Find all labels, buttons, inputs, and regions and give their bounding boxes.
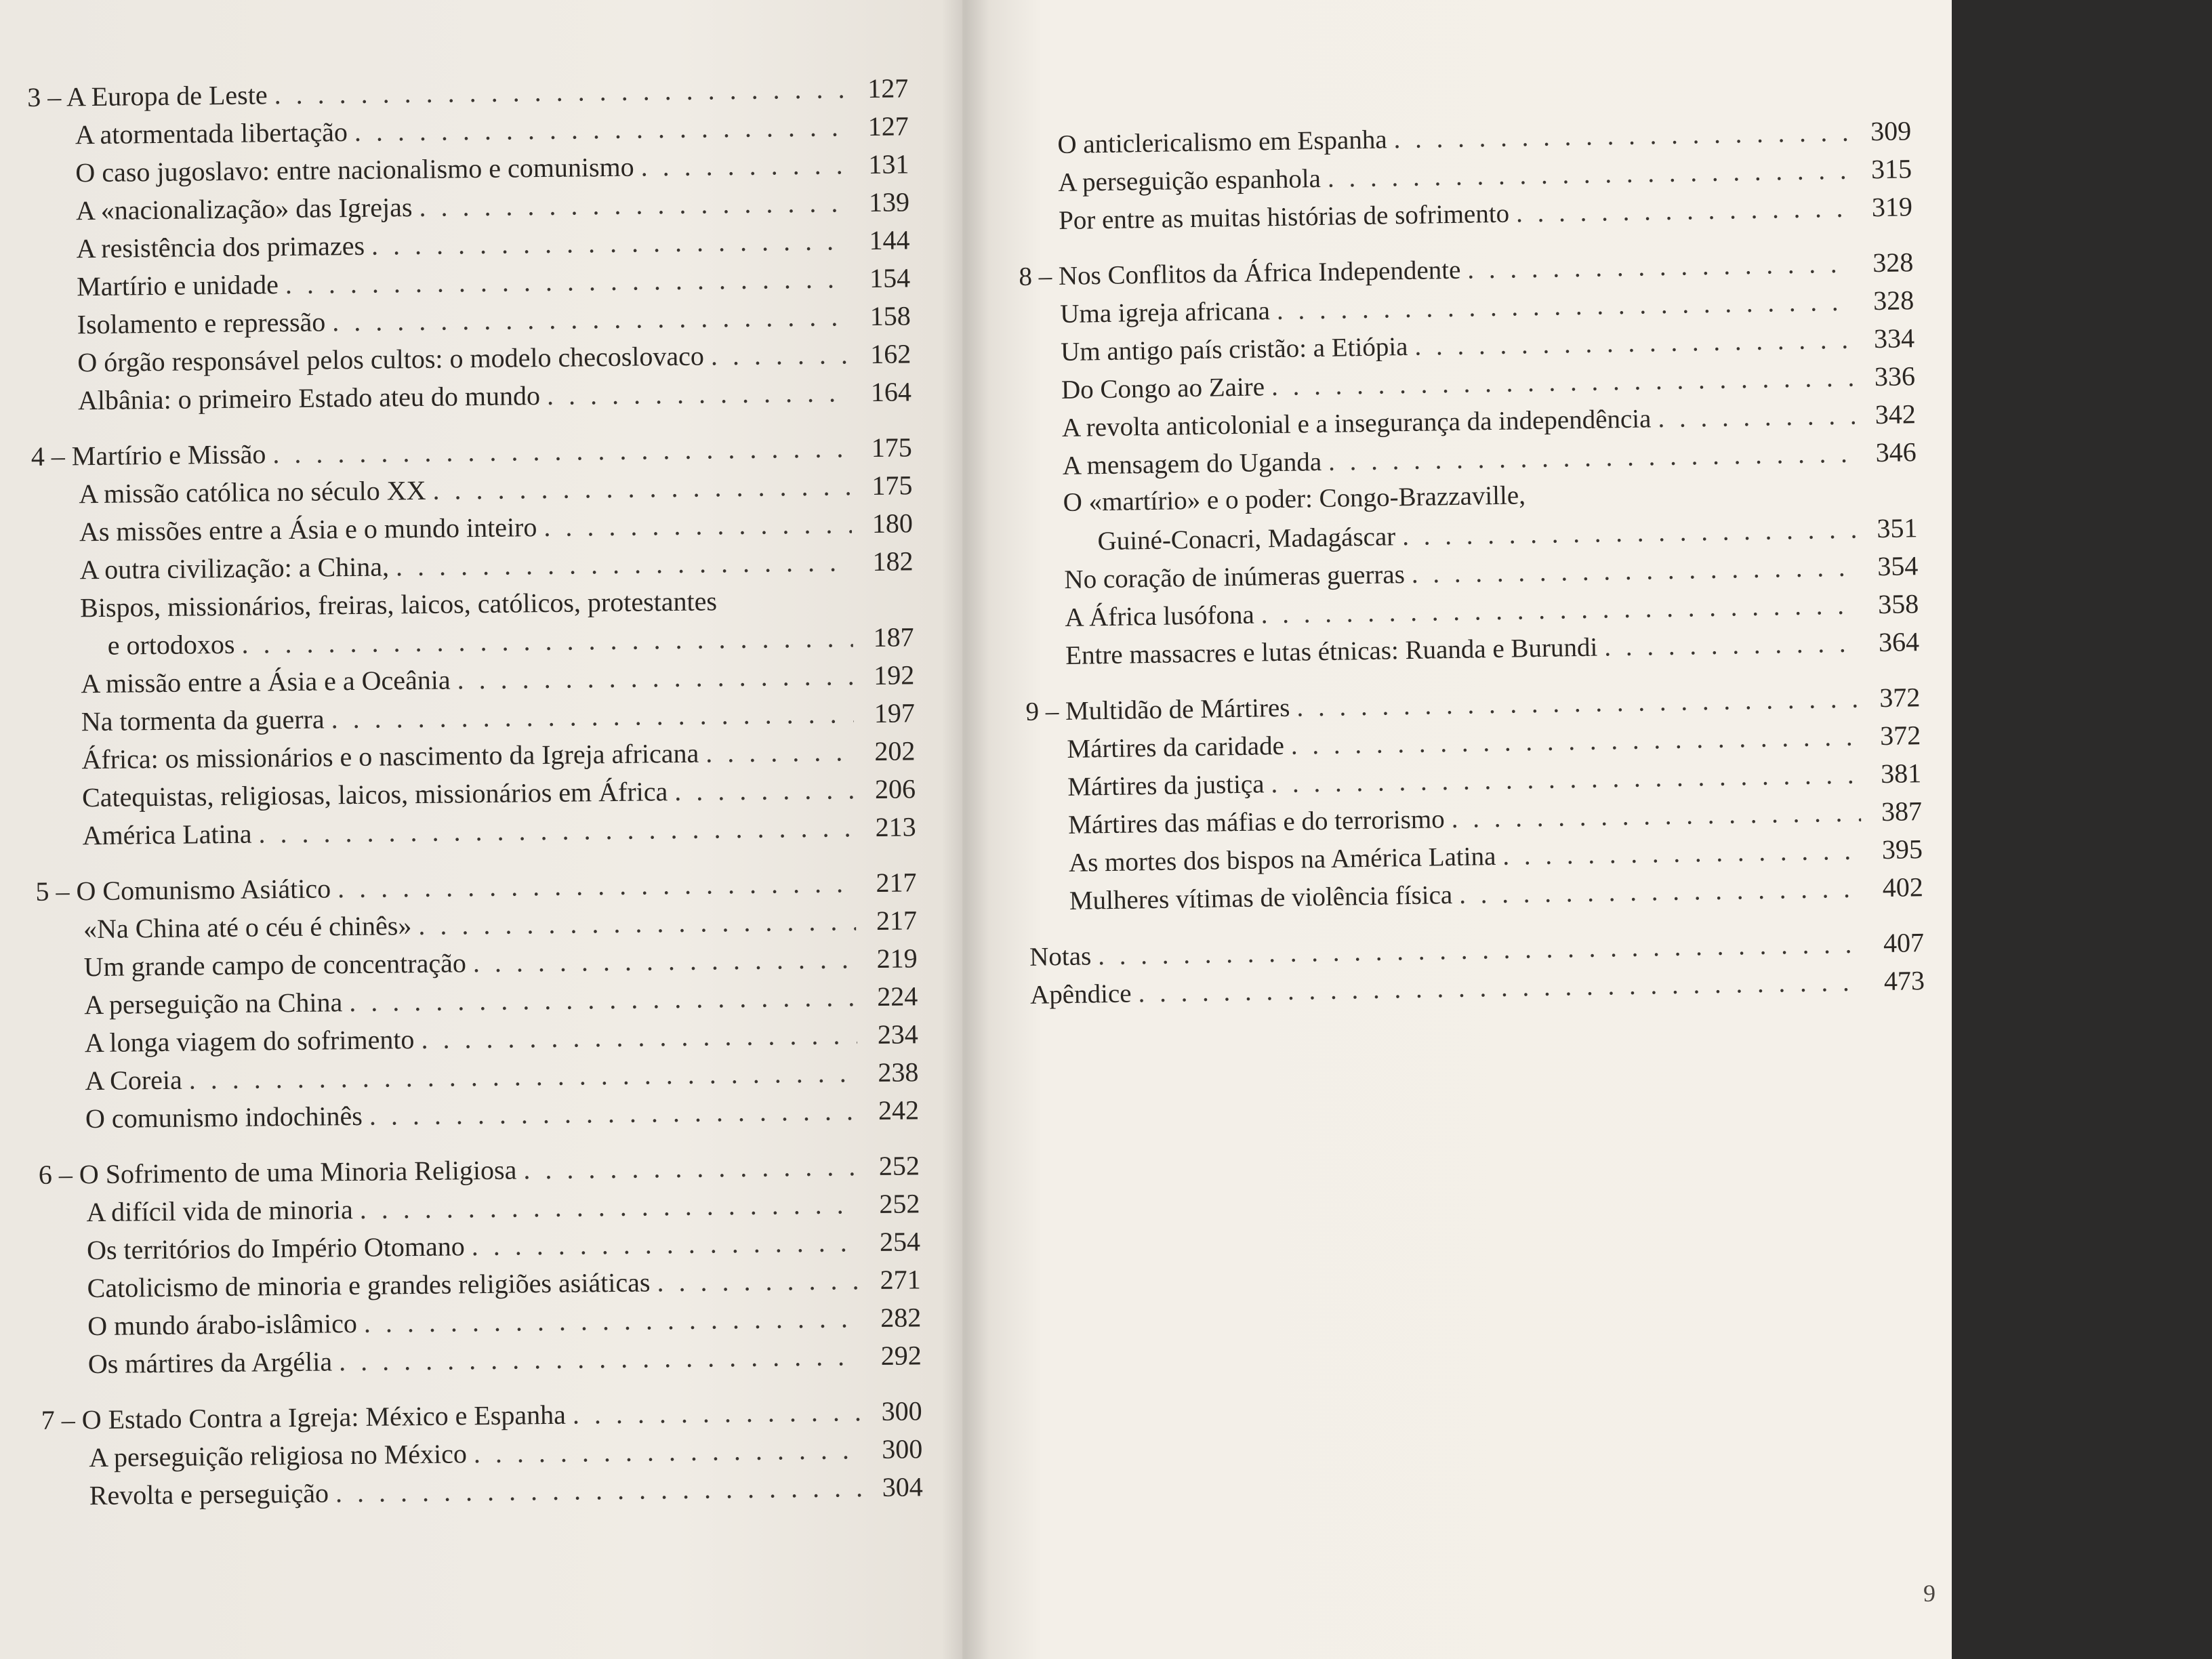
- book-spine-shadow: [942, 0, 989, 1659]
- toc-section-6: [39, 1149, 922, 1387]
- toc-section-9: [1025, 681, 1923, 923]
- toc-chapter-heading: 6 – O Sofrimento de uma Minoria Religiosa . . . 252: [39, 1149, 920, 1197]
- toc-entry: Os mártires da Argélia . . . 292: [41, 1339, 922, 1387]
- toc-entry: «Na China até o céu é chinês» . . . 217: [36, 904, 918, 951]
- toc-entry: O mundo árabo-islâmico . . . 282: [40, 1301, 922, 1349]
- toc-entry: A resistência dos primazes . . . 144: [28, 224, 910, 271]
- toc-entry: A missão católica no século XX . . . 175: [31, 469, 913, 516]
- toc-entry: A «nacionalização» das Igrejas . . . 139: [28, 186, 910, 233]
- toc-entry: Do Congo ao Zaire . . . 336: [1021, 360, 1916, 412]
- toc-notes: Notas . . . 407: [1029, 926, 1925, 979]
- page-number: 9: [1923, 1580, 1936, 1607]
- toc-entry: Catequistas, religiosas, laicos, missionários em África . . . 206: [35, 773, 916, 820]
- toc-entry: A perseguição religiosa no México . . . 300: [41, 1433, 923, 1480]
- toc-section-8: [1019, 246, 1920, 678]
- toc-entry: Revolta e perseguição . . . 304: [42, 1471, 924, 1518]
- background-surface: [1952, 0, 2212, 1659]
- toc-entry: A perseguição na China . . . 224: [37, 980, 918, 1027]
- toc-entry: Uma igreja africana . . . 328: [1019, 284, 1914, 336]
- toc-entry: e ortodoxos . . . 187: [33, 621, 914, 668]
- toc-chapter-heading: 8 – Nos Conflitos da África Independente . . . 328: [1019, 246, 1914, 298]
- toc-chapter-heading: 7 – O Estado Contra a Igreja: México e Espanha . . . 300: [41, 1395, 922, 1442]
- toc-section-5: [35, 866, 919, 1141]
- toc-chapter-heading: 5 – O Comunismo Asiático . . . 217: [35, 866, 917, 914]
- toc-entry: Entre massacres e lutas étnicas: Ruanda e Burundi . . . 364: [1025, 626, 1920, 678]
- toc-entry: Na tormenta da guerra . . . 197: [34, 697, 916, 744]
- toc-chapter-heading: 4 – Martírio e Missão . . . 175: [31, 431, 913, 478]
- toc-entry: A África lusófona . . . 358: [1024, 588, 1919, 640]
- toc-entry: Martírio e unidade . . . 154: [29, 262, 911, 309]
- toc-entry: Isolamento e repressão . . . 158: [30, 300, 912, 347]
- toc-entry: A revolta anticolonial e a insegurança da independência . . . 342: [1021, 398, 1917, 450]
- toc-entry: O anticlericalismo em Espanha . . . 309: [1017, 115, 1912, 167]
- toc-back-matter: [1029, 926, 1925, 1017]
- toc-entry: A outra civilização: a China, . . . 182: [32, 545, 914, 592]
- toc-entry: A missão entre a Ásia e a Oceânia . . . 192: [33, 659, 915, 706]
- toc-section-7-continued: [1017, 115, 1912, 243]
- toc-entry: Bispos, missionários, freiras, laicos, católicos, protestantes: [79, 586, 718, 623]
- toc-entry: No coração de inúmeras guerras . . . 354: [1023, 550, 1919, 602]
- toc-entry: Por entre as muitas histórias de sofrimento . . . 319: [1018, 190, 1913, 243]
- toc-chapter-heading: 3 – A Europa de Leste . . . 127: [27, 72, 909, 119]
- toc-entry: As missões entre a Ásia e o mundo inteiro . . . 180: [32, 507, 914, 554]
- toc-appendix: Apêndice . . . 473: [1030, 964, 1925, 1017]
- toc-entry: O comunismo indochinês . . . 242: [38, 1094, 920, 1141]
- toc-entry: Um antigo país cristão: a Etiópia . . . 334: [1020, 322, 1915, 374]
- toc-entry: África: os missionários e o nascimento da Igreja africana . . . 202: [34, 735, 916, 782]
- toc-chapter-heading: 9 – Multidão de Mártires . . . 372: [1025, 681, 1921, 733]
- toc-section-7: [41, 1395, 923, 1518]
- toc-entry: América Latina . . . 213: [35, 811, 916, 858]
- toc-entry: Um grande campo de concentração . . . 219: [36, 942, 918, 989]
- toc-entry: O caso jugoslavo: entre nacionalismo e comunismo . . . 131: [28, 148, 909, 195]
- toc-entry: O «martírio» e o poder: Congo-Brazzaville,: [1063, 480, 1526, 517]
- toc-entry: Albânia: o primeiro Estado ateu do mundo . . . 164: [30, 375, 912, 423]
- toc-entry: A difícil vida de minoria . . . 252: [39, 1187, 920, 1235]
- toc-entry: A mensagem do Uganda . . . 346: [1021, 436, 1917, 488]
- toc-entry: Os territórios do Império Otomano . . . 254: [39, 1225, 921, 1273]
- toc-entry: Guiné-Conacri, Madagáscar . . . 351: [1023, 512, 1918, 564]
- toc-entry: Mulheres vítimas de violência física . . . 402: [1029, 871, 1924, 923]
- toc-entry: Mártires das máfias e do terrorismo . . . 387: [1027, 795, 1923, 847]
- toc-entry: A atormentada libertação . . . 127: [28, 110, 909, 157]
- toc-section-3: [27, 72, 912, 423]
- toc-entry: A longa viagem do sofrimento . . . 234: [37, 1018, 919, 1065]
- toc-section-4: [31, 431, 916, 858]
- toc-entry: Mártires da caridade . . . 372: [1026, 719, 1921, 771]
- toc-entry: Mártires da justiça . . . 381: [1027, 757, 1922, 809]
- toc-entry: O órgão responsável pelos cultos: o modelo checoslovaco . . . 162: [30, 337, 912, 385]
- toc-entry: Catolicismo de minoria e grandes religiões asiáticas . . . 271: [39, 1263, 921, 1311]
- right-table-of-contents: [1017, 115, 1925, 1034]
- toc-entry: A perseguição espanhola . . . 315: [1017, 152, 1912, 205]
- toc-entry: A Coreia . . . 238: [37, 1056, 919, 1103]
- left-table-of-contents: [27, 72, 923, 1535]
- toc-entry: As mortes dos bispos na América Latina . . . 395: [1028, 833, 1923, 885]
